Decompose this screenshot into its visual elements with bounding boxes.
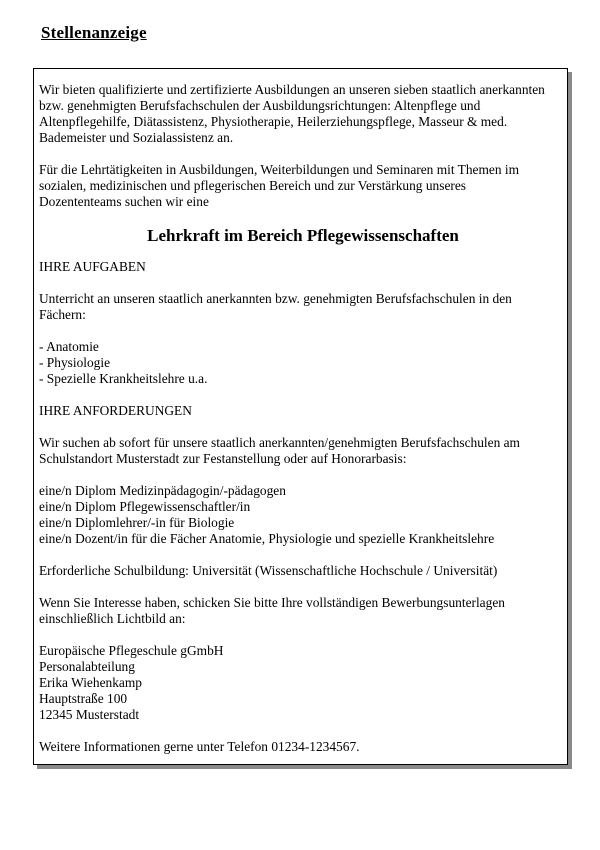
subjects-list: [39, 339, 567, 387]
requirements-paragraph: [39, 435, 567, 467]
application-paragraph: [39, 595, 567, 627]
education-requirement: Erforderliche Schulbildung: Universität (Wissenschaftliche Hochschule / Universität): [39, 563, 498, 578]
profiles-list: [39, 483, 567, 547]
contact-line: Weitere Informationen gerne unter Telefon 01234-1234567.: [39, 739, 360, 754]
profile-item: eine/n Dozent/in für die Fächer Anatomie, Physiologie und spezielle Krankheitslehre: [39, 531, 495, 546]
intro-line: Altenpflegehilfe, Diätassistenz, Physiotherapie, Heilerziehungspflege, Masseur & med.: [39, 114, 508, 129]
address-line: Europäische Pflegeschule gGmbH: [39, 643, 224, 658]
address-block: [39, 643, 567, 723]
intro-line: Wir bieten qualifizierte und zertifizierte Ausbildungen an unseren sieben staatlich anerkannten: [39, 82, 545, 97]
tasks-heading: IHRE AUFGABEN: [39, 259, 146, 274]
requirements-line: Wir suchen ab sofort für unsere staatlich anerkannten/genehmigten Berufsfachschulen am: [39, 435, 520, 450]
address-line: 12345 Musterstadt: [39, 707, 140, 722]
tasks-line: Unterricht an unseren staatlich anerkannten bzw. genehmigten Berufsfachschulen in den: [39, 291, 512, 306]
job-title: Lehrkraft im Bereich Pflegewissenschaften: [147, 226, 459, 245]
search-line: Für die Lehrtätigkeiten in Ausbildungen, Weiterbildungen und Seminaren mit Themen im: [39, 162, 520, 177]
subject-item: - Physiologie: [39, 355, 111, 370]
intro-paragraph: [39, 82, 567, 146]
profile-item: eine/n Diplom Pflegewissenschaftler/in: [39, 499, 251, 514]
address-line: Hauptstraße 100: [39, 691, 128, 706]
intro-line: bzw. genehmigten Berufsfachschulen der Ausbildungsrichtungen: Altenpflege und: [39, 98, 481, 113]
profile-item: eine/n Diplom Medizinpädagogin/-pädagogen: [39, 483, 286, 498]
requirements-line: Schulstandort Musterstadt zur Festanstellung oder auf Honorarbasis:: [39, 451, 407, 466]
requirements-heading: IHRE ANFORDERUNGEN: [39, 403, 192, 418]
search-paragraph: [39, 162, 567, 210]
page-title: Stellenanzeige: [41, 23, 147, 42]
application-line: einschließlich Lichtbild an:: [39, 611, 186, 626]
search-line: Dozententeams suchen wir eine: [39, 194, 209, 209]
intro-line: Bademeister und Sozialassistenz an.: [39, 130, 234, 145]
subject-item: - Spezielle Krankheitslehre u.a.: [39, 371, 208, 386]
subject-item: - Anatomie: [39, 339, 99, 354]
search-line: sozialen, medizinischen und pflegerischen Bereich und zur Verstärkung unseres: [39, 178, 466, 193]
application-line: Wenn Sie Interesse haben, schicken Sie bitte Ihre vollständigen Bewerbungsunterlagen: [39, 595, 505, 610]
profile-item: eine/n Diplomlehrer/-in für Biologie: [39, 515, 235, 530]
address-line: Erika Wiehenkamp: [39, 675, 142, 690]
tasks-paragraph: [39, 291, 567, 323]
address-line: Personalabteilung: [39, 659, 135, 674]
job-ad-box: [33, 68, 568, 765]
tasks-line: Fächern:: [39, 307, 86, 322]
